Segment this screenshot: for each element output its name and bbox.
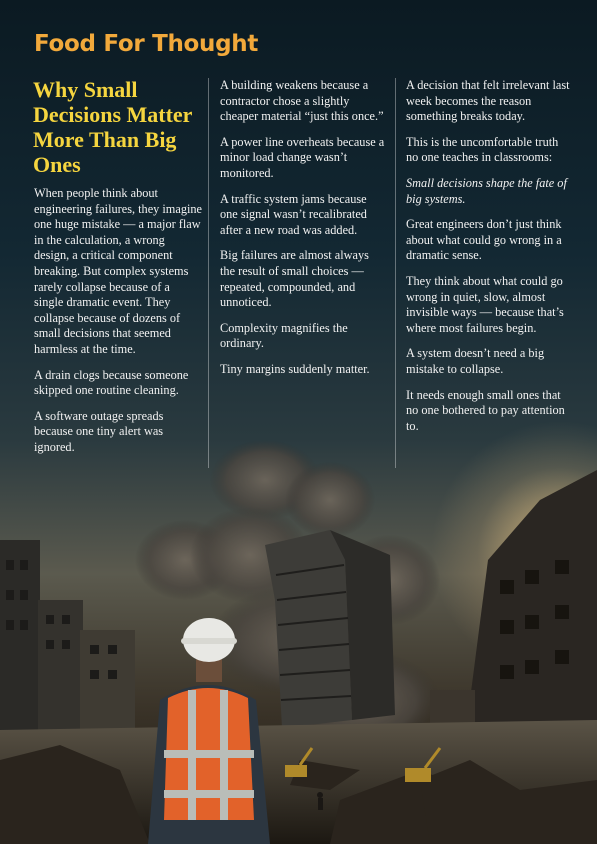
paragraph: It needs enough small ones that no one bothered to pay attention to. [406,387,565,433]
article-column-3 [406,78,571,444]
paragraph: A building weakens because a contractor chose a slightly cheaper material “just this once.” [220,78,384,124]
paragraph: A traffic system jams because one signal wasn’t recalibrated after a new road was added. [220,191,367,237]
paragraph: A drain clogs because someone skipped one routine cleaning. [34,367,189,398]
paragraph: Great engineers don’t just think about what could go wrong in a dramatic sense. [406,217,562,263]
masthead: Food For Thought [34,31,259,57]
column-divider [395,78,396,468]
emphasis-quote: Small decisions shape the fate of big systems. [406,175,567,206]
paragraph: Tiny margins suddenly matter. [220,361,370,376]
paragraph: When people think about engineering failures, they imagine one huge mistake — a major flaw in the calculation, a wrong design, a critical component breaking. But complex systems rarely collapse because of a single dramatic event. They collapse because of dozens of small decisions that seemed harmless at the time. [34,186,202,356]
paragraph: A system doesn’t need a big mistake to collapse. [406,346,545,376]
article-title: Why Small Decisions Matter More Than Big Ones [33,77,193,177]
paragraph: Big failures are almost always the result of small choices — repeated, compounded, and unnoticed. [220,248,369,310]
paragraph: A software outage spreads because one tiny alert was ignored. [34,408,164,454]
column-divider [208,78,209,468]
left-buildings [0,540,135,740]
paragraph [406,176,571,207]
article-column-1 [34,186,202,466]
paragraph: This is the uncomfortable truth no one teaches in classrooms: [406,134,559,165]
paragraph: Complexity magnifies the ordinary. [220,320,348,351]
article-column-2 [220,78,385,388]
paragraph: A power line overheats because a minor load change wasn’t monitored. [220,134,385,180]
paragraph: A decision that felt irrelevant last week becomes the reason something breaks today. [406,78,570,124]
collapsing-building [265,530,395,728]
paragraph: They think about what could go wrong in quiet, slow, almost invisible ways — because that’s where most failures begin. [406,273,564,335]
